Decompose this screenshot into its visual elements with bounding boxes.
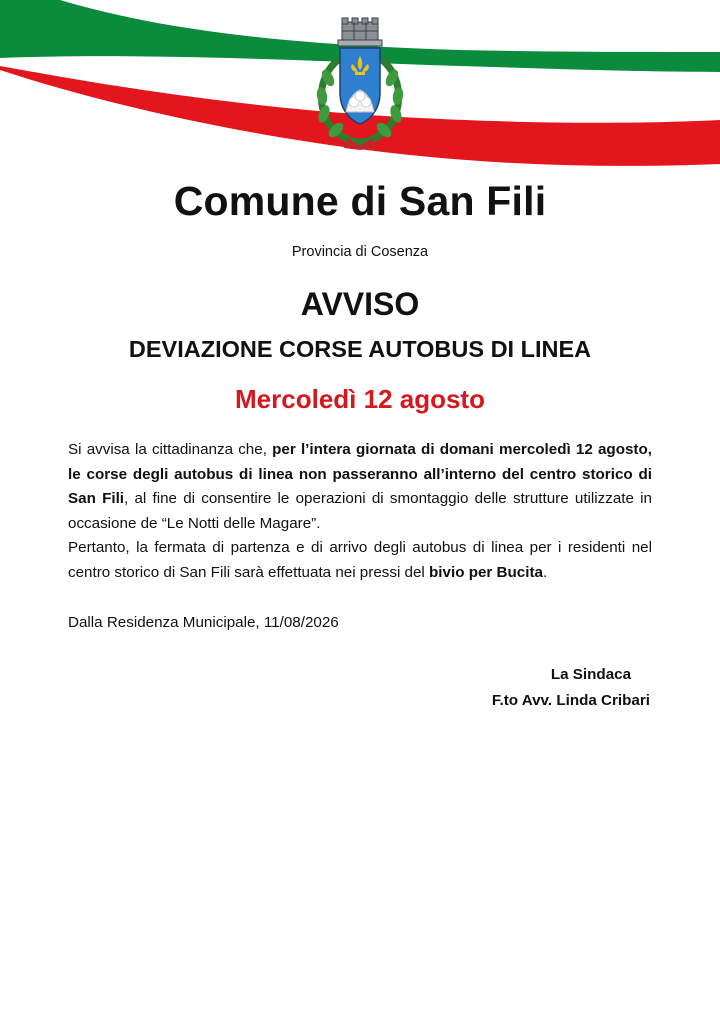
notice-body bbox=[68, 438, 652, 585]
dateline: Dalla Residenza Municipale, 11/08/2026 bbox=[68, 614, 339, 631]
coat-of-arms-icon bbox=[308, 16, 412, 152]
body-paragraph-2 bbox=[68, 536, 652, 585]
p1-rest: , al fine di consentire le operazioni di smontaggio delle strutture utilizzate in occasione de “Le Notti delle Magare”. bbox=[68, 490, 652, 532]
p2-bold-text: bivio per Bucita bbox=[429, 563, 543, 581]
municipality-title: Comune di San Fili bbox=[173, 178, 547, 224]
province-subtitle: Provincia di Cosenza bbox=[291, 244, 429, 260]
p1-bold-text: per l’intera giornata di domani mercoledì 12 agosto, le corse degli autobus di linea non passeranno all’interno del centro storico di San Fili bbox=[68, 441, 652, 507]
event-date: Mercoledì 12 agosto bbox=[235, 384, 485, 414]
notice-subheading: DEVIAZIONE CORSE AUTOBUS DI LINEA bbox=[128, 336, 592, 362]
signature-role: La Sindaca bbox=[550, 666, 632, 683]
p1-intro: Si avvisa la cittadinanza che, bbox=[68, 441, 273, 458]
p2-end: . bbox=[542, 563, 548, 581]
p2-intro: Pertanto, la fermata di partenza e di arrivo degli autobus di linea per i residenti nel centro storico di San Fili sarà effettuata nei pressi del bbox=[68, 539, 652, 581]
notice-heading: AVVISO bbox=[300, 286, 420, 322]
signature-block bbox=[492, 662, 650, 714]
signature-name: F.to Avv. Linda Cribari bbox=[491, 692, 650, 709]
body-paragraph-1 bbox=[68, 438, 652, 536]
